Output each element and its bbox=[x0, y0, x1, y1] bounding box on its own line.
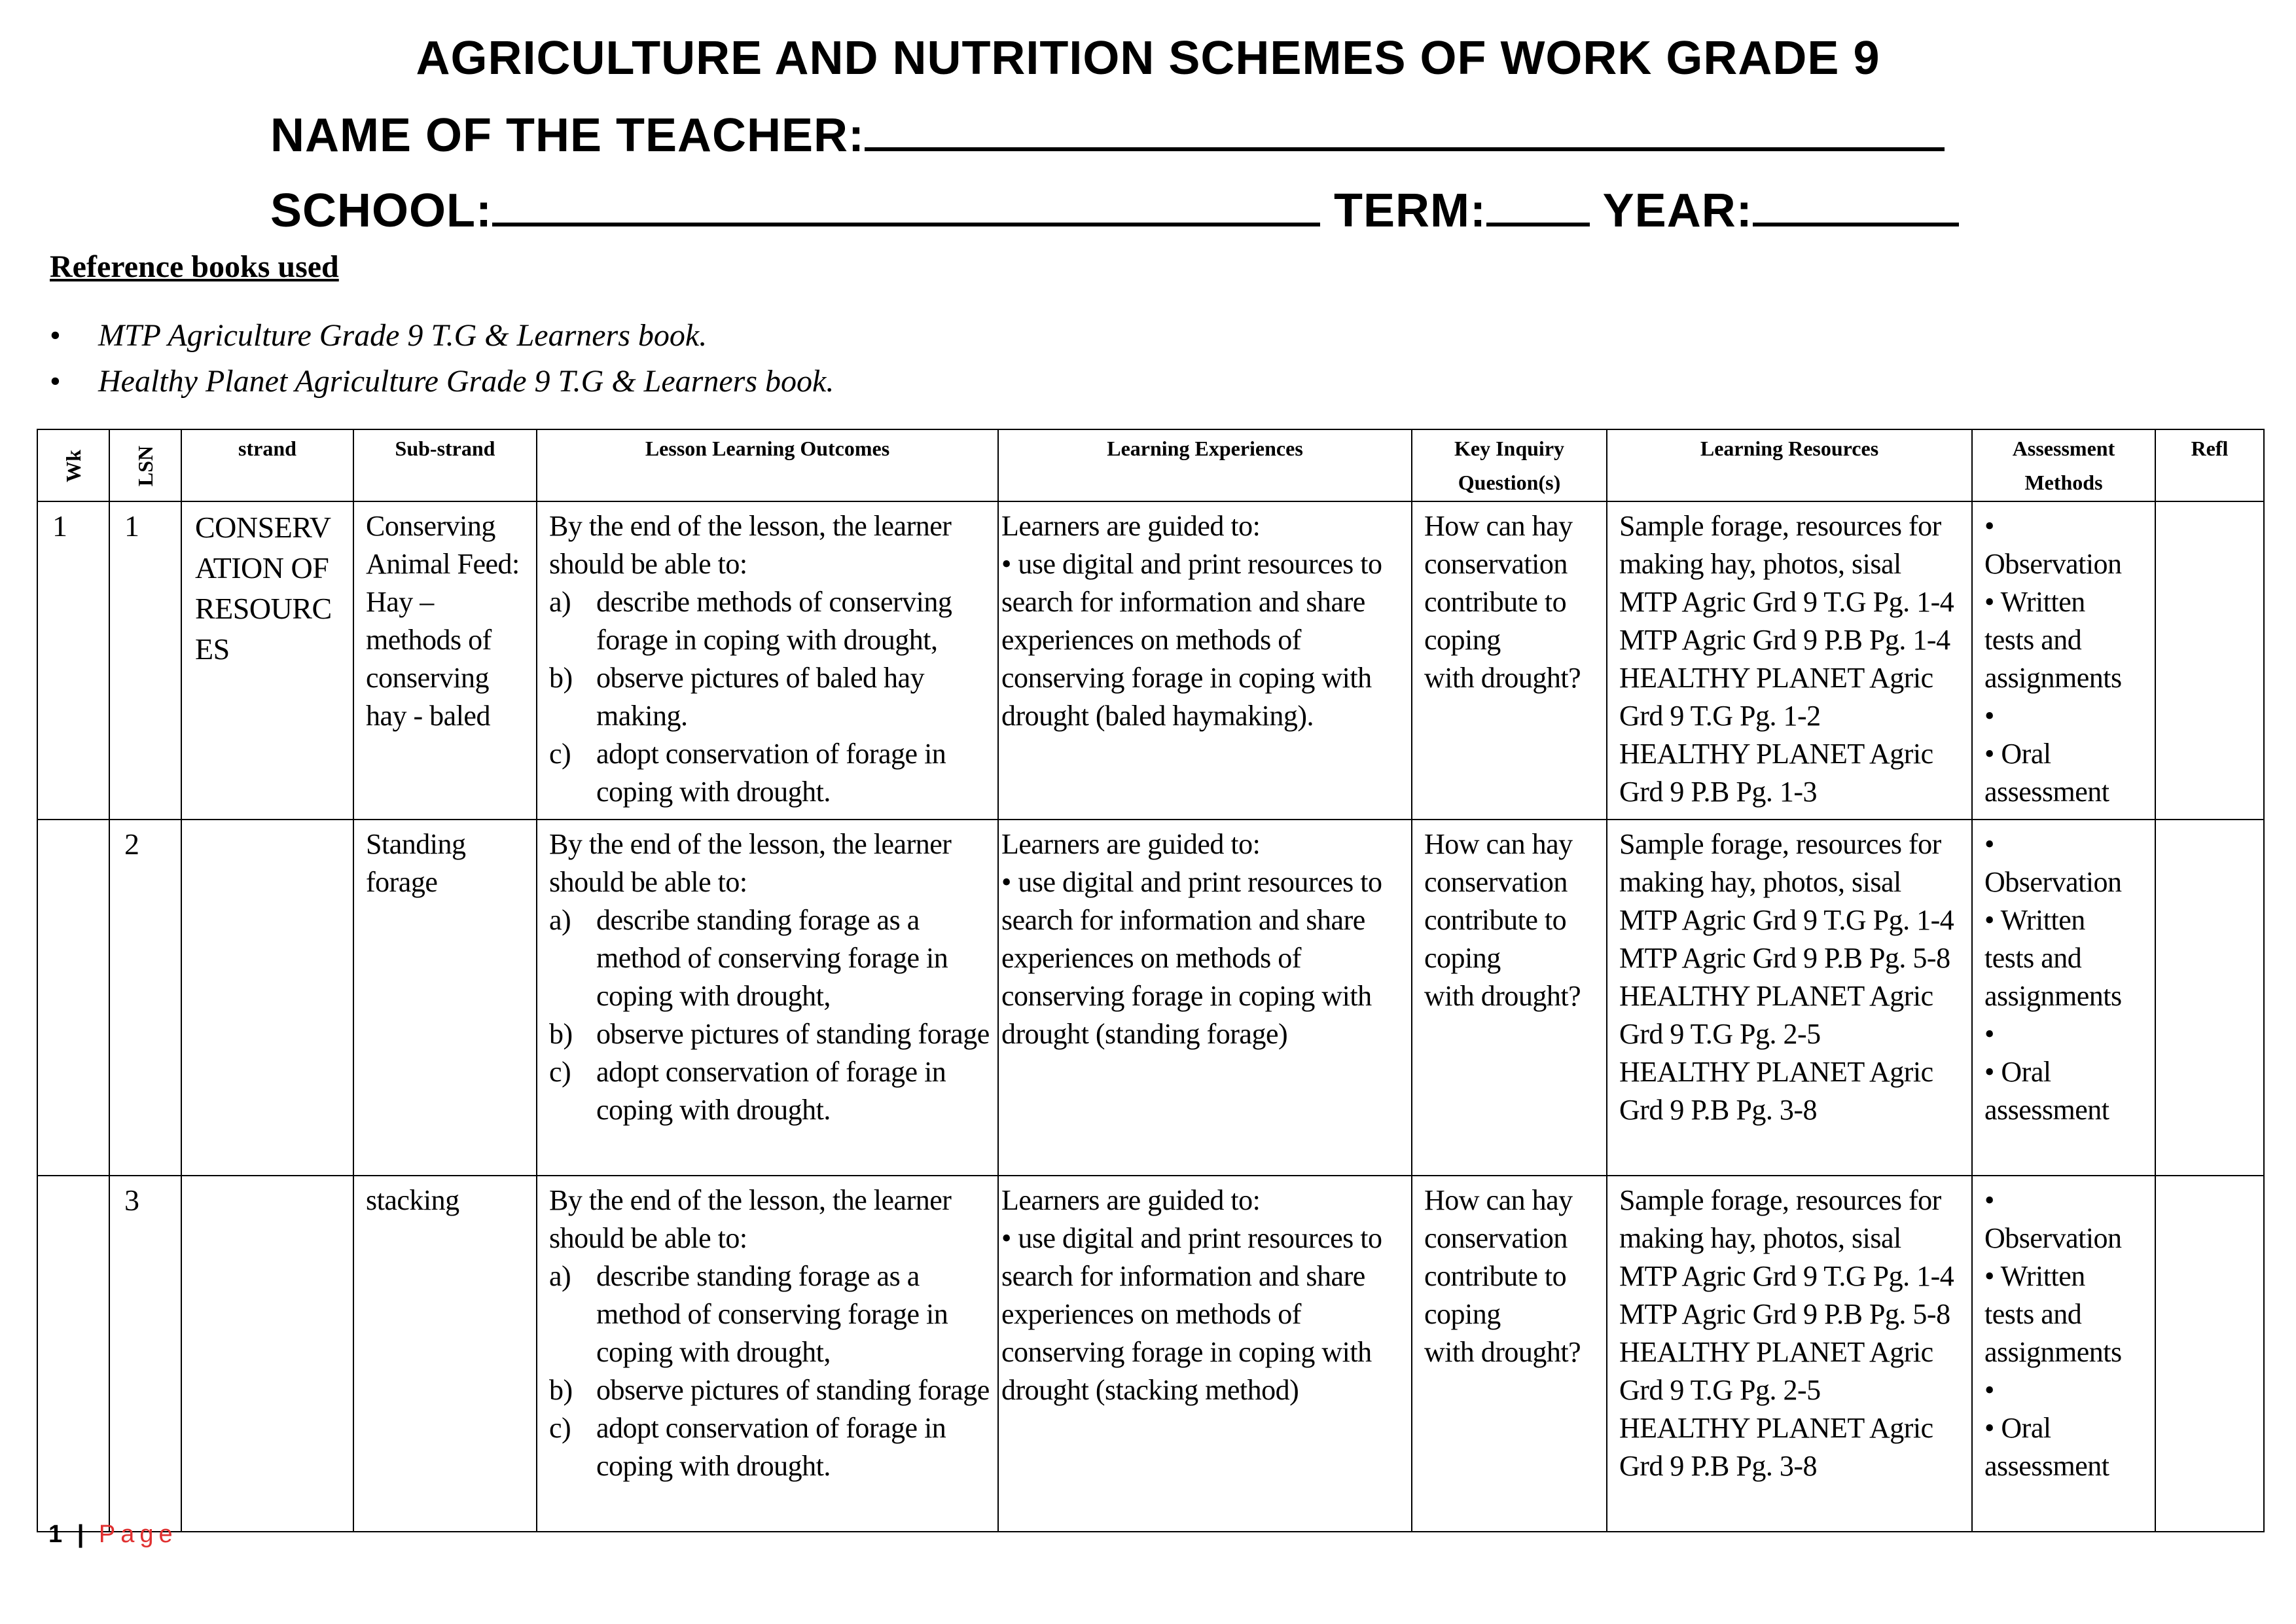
inquiry-line: coping bbox=[1424, 624, 1501, 656]
assessment-line: assignments bbox=[1984, 980, 2122, 1012]
resource-line: Grd 9 P.B Pg. 1-3 bbox=[1619, 776, 1817, 808]
assessment-line: • Written bbox=[1984, 904, 2085, 936]
assessment-line: tests and bbox=[1984, 942, 2082, 974]
assessment-line: • bbox=[1984, 700, 1994, 732]
term-blank[interactable] bbox=[1486, 182, 1590, 226]
outcomes-list bbox=[549, 901, 995, 1129]
outcome-text: adopt conservation of forage in coping with drought. bbox=[596, 738, 946, 808]
assessment-line: • Written bbox=[1984, 586, 2085, 618]
outcomes-list bbox=[549, 583, 995, 811]
sub-strand-line: Animal Feed: bbox=[366, 548, 520, 580]
experience-line: drought (standing forage) bbox=[1001, 1018, 1288, 1050]
inquiry-line: How can hay bbox=[1424, 828, 1573, 860]
header-key-inquiry: Key Inquiry Question(s) bbox=[1412, 429, 1607, 501]
resource-line: Grd 9 T.G Pg. 2-5 bbox=[1619, 1018, 1821, 1050]
week-cell bbox=[37, 820, 109, 1176]
resource-line: HEALTHY PLANET Agric bbox=[1619, 738, 1933, 770]
resource-line: HEALTHY PLANET Agric bbox=[1619, 1412, 1933, 1444]
outcomes-intro-line: should be able to: bbox=[549, 1222, 747, 1254]
sub-strand-line: Hay – bbox=[366, 586, 434, 618]
outcomes-intro-line: By the end of the lesson, the learner bbox=[549, 828, 952, 860]
lesson-cell: 2 bbox=[109, 820, 181, 1176]
experience-line: experiences on methods of bbox=[1001, 1298, 1301, 1330]
sub-strand-line: Conserving bbox=[366, 510, 495, 542]
header-strand: strand bbox=[181, 429, 353, 501]
experience-line: search for information and share bbox=[1001, 904, 1365, 936]
sub-strand-cell bbox=[353, 1176, 537, 1532]
key-inquiry-cell bbox=[1412, 820, 1607, 1176]
experience-line: Learners are guided to: bbox=[1001, 828, 1261, 860]
bullet-icon: • bbox=[50, 318, 61, 353]
sub-strand-line: hay - baled bbox=[366, 700, 490, 732]
experience-line: search for information and share bbox=[1001, 586, 1365, 618]
resource-line: MTP Agric Grd 9 P.B Pg. 5-8 bbox=[1619, 942, 1950, 974]
assessment-line: • bbox=[1984, 510, 1994, 542]
outcome-text: observe pictures of standing forage bbox=[596, 1018, 990, 1050]
experience-line: • use digital and print resources to bbox=[1001, 548, 1382, 580]
learning-outcomes-cell bbox=[537, 501, 998, 820]
resource-line: Sample forage, resources for bbox=[1619, 1184, 1941, 1216]
assessment-line: tests and bbox=[1984, 1298, 2082, 1330]
inquiry-line: conservation bbox=[1424, 548, 1568, 580]
school-blank[interactable] bbox=[492, 182, 1320, 226]
header-reflection: Refl bbox=[2155, 429, 2264, 501]
year-label: YEAR: bbox=[1602, 185, 1753, 237]
outcome-text: adopt conservation of forage in coping with drought. bbox=[596, 1056, 946, 1126]
inquiry-line: contribute to bbox=[1424, 904, 1567, 936]
learning-experiences-cell bbox=[998, 501, 1412, 820]
experience-line: • use digital and print resources to bbox=[1001, 866, 1382, 898]
resource-line: HEALTHY PLANET Agric bbox=[1619, 1336, 1933, 1368]
header-lesson: LSN bbox=[109, 429, 181, 501]
page-number: 1 bbox=[48, 1521, 67, 1548]
bullet-icon: • bbox=[50, 364, 61, 399]
table-row bbox=[37, 1176, 2264, 1532]
header-learning-outcomes: Lesson Learning Outcomes bbox=[537, 429, 998, 501]
learning-outcomes-cell bbox=[537, 1176, 998, 1532]
outcome-marker: c) bbox=[549, 1412, 571, 1444]
outcome-marker: b) bbox=[549, 1374, 573, 1406]
experience-line: • use digital and print resources to bbox=[1001, 1222, 1382, 1254]
outcome-item bbox=[549, 735, 995, 811]
outcome-text: describe standing forage as a method of conserving forage in coping with drought, bbox=[596, 904, 948, 1012]
outcome-marker: b) bbox=[549, 1018, 573, 1050]
header-assessment-methods: Assessment Methods bbox=[1972, 429, 2155, 501]
experience-line: conserving forage in coping with bbox=[1001, 662, 1372, 694]
header-learning-resources: Learning Resources bbox=[1607, 429, 1972, 501]
reference-book-title: Healthy Planet Agriculture Grade 9 T.G & Learners book. bbox=[98, 364, 834, 399]
outcome-text: describe standing forage as a method of conserving forage in coping with drought, bbox=[596, 1260, 948, 1368]
sub-strand-cell bbox=[353, 820, 537, 1176]
learning-outcomes-cell bbox=[537, 820, 998, 1176]
resource-line: Grd 9 T.G Pg. 1-2 bbox=[1619, 700, 1821, 732]
sub-strand-line: conserving bbox=[366, 662, 490, 694]
inquiry-line: contribute to bbox=[1424, 586, 1567, 618]
assessment-line: • bbox=[1984, 1374, 1994, 1406]
outcome-marker: a) bbox=[549, 1260, 571, 1292]
inquiry-line: coping bbox=[1424, 1298, 1501, 1330]
footer-separator: | bbox=[77, 1521, 88, 1548]
key-inquiry-cell bbox=[1412, 1176, 1607, 1532]
outcomes-intro-line: should be able to: bbox=[549, 866, 747, 898]
reference-book-item bbox=[50, 363, 834, 399]
teacher-name-label: NAME OF THE TEACHER: bbox=[270, 109, 865, 162]
reference-books-heading: Reference books used bbox=[50, 249, 339, 284]
outcome-marker: c) bbox=[549, 1056, 571, 1088]
reference-book-title: MTP Agriculture Grade 9 T.G & Learners book. bbox=[98, 318, 708, 353]
scheme-of-work-table bbox=[37, 429, 2265, 1532]
strand-line: CONSERV bbox=[195, 511, 331, 544]
resource-line: Sample forage, resources for bbox=[1619, 510, 1941, 542]
resource-line: HEALTHY PLANET Agric bbox=[1619, 1056, 1933, 1088]
inquiry-line: coping bbox=[1424, 942, 1501, 974]
resource-line: MTP Agric Grd 9 P.B Pg. 1-4 bbox=[1619, 624, 1950, 656]
resource-line: Grd 9 T.G Pg. 2-5 bbox=[1619, 1374, 1821, 1406]
outcomes-intro-line: By the end of the lesson, the learner bbox=[549, 510, 952, 542]
table-row bbox=[37, 501, 2264, 820]
assessment-line: • Oral bbox=[1984, 1056, 2051, 1088]
sub-strand-line: methods of bbox=[366, 624, 492, 656]
outcome-marker: c) bbox=[549, 738, 571, 770]
reflection-cell bbox=[2155, 1176, 2264, 1532]
strand-line: ATION OF bbox=[195, 551, 329, 585]
assessment-line: assessment bbox=[1984, 1450, 2109, 1482]
experience-line: Learners are guided to: bbox=[1001, 1184, 1261, 1216]
assessment-line: • bbox=[1984, 1184, 1994, 1216]
outcomes-list bbox=[549, 1257, 995, 1485]
outcome-item bbox=[549, 583, 995, 659]
outcome-text: describe methods of conserving forage in coping with drought, bbox=[596, 586, 952, 656]
assessment-line: assignments bbox=[1984, 662, 2122, 694]
assessment-line: assessment bbox=[1984, 776, 2109, 808]
outcome-item bbox=[549, 1409, 995, 1485]
resource-line: MTP Agric Grd 9 T.G Pg. 1-4 bbox=[1619, 904, 1954, 936]
resource-line: Grd 9 P.B Pg. 3-8 bbox=[1619, 1450, 1817, 1482]
resource-line: Grd 9 P.B Pg. 3-8 bbox=[1619, 1094, 1817, 1126]
sub-strand-line: forage bbox=[366, 866, 438, 898]
header-sub-strand: Sub-strand bbox=[353, 429, 537, 501]
sub-strand-cell bbox=[353, 501, 537, 820]
school-label: SCHOOL: bbox=[270, 185, 492, 237]
outcome-item bbox=[549, 1257, 995, 1371]
header-week: Wk bbox=[37, 429, 109, 501]
outcome-text: observe pictures of baled hay making. bbox=[596, 662, 925, 732]
resource-line: making hay, photos, sisal bbox=[1619, 1222, 1901, 1254]
table-row bbox=[37, 820, 2264, 1176]
strand-cell bbox=[181, 501, 353, 820]
outcome-item bbox=[549, 1053, 995, 1129]
experience-line: conserving forage in coping with bbox=[1001, 1336, 1372, 1368]
reflection-cell bbox=[2155, 820, 2264, 1176]
assessment-line: Observation bbox=[1984, 866, 2122, 898]
assessment-line: • Written bbox=[1984, 1260, 2085, 1292]
inquiry-line: with drought? bbox=[1424, 662, 1581, 694]
outcomes-intro-line: should be able to: bbox=[549, 548, 747, 580]
learning-resources-cell bbox=[1607, 1176, 1972, 1532]
assessment-methods-cell bbox=[1972, 501, 2155, 820]
experience-line: Learners are guided to: bbox=[1001, 510, 1261, 542]
learning-resources-cell bbox=[1607, 820, 1972, 1176]
page-footer bbox=[48, 1521, 178, 1549]
experience-line: conserving forage in coping with bbox=[1001, 980, 1372, 1012]
assessment-line: • Oral bbox=[1984, 1412, 2051, 1444]
resource-line: MTP Agric Grd 9 T.G Pg. 1-4 bbox=[1619, 586, 1954, 618]
resource-line: HEALTHY PLANET Agric bbox=[1619, 980, 1933, 1012]
key-inquiry-cell bbox=[1412, 501, 1607, 820]
strand-cell bbox=[181, 820, 353, 1176]
resource-line: making hay, photos, sisal bbox=[1619, 548, 1901, 580]
experience-line: experiences on methods of bbox=[1001, 942, 1301, 974]
outcome-item bbox=[549, 1371, 995, 1409]
reflection-cell bbox=[2155, 501, 2264, 820]
learning-experiences-cell bbox=[998, 820, 1412, 1176]
assessment-line: • Oral bbox=[1984, 738, 2051, 770]
inquiry-line: with drought? bbox=[1424, 1336, 1581, 1368]
page-label: Page bbox=[98, 1521, 178, 1548]
assessment-line: assessment bbox=[1984, 1094, 2109, 1126]
assessment-line: Observation bbox=[1984, 548, 2122, 580]
outcome-text: observe pictures of standing forage bbox=[596, 1374, 990, 1406]
outcome-text: adopt conservation of forage in coping with drought. bbox=[596, 1412, 946, 1482]
outcomes-intro-line: By the end of the lesson, the learner bbox=[549, 1184, 952, 1216]
assessment-line: • bbox=[1984, 1018, 1994, 1050]
lesson-cell: 3 bbox=[109, 1176, 181, 1532]
inquiry-line: How can hay bbox=[1424, 1184, 1573, 1216]
assessment-methods-cell bbox=[1972, 1176, 2155, 1532]
resource-line: HEALTHY PLANET Agric bbox=[1619, 662, 1933, 694]
teacher-name-line bbox=[270, 107, 1945, 162]
reference-book-item bbox=[50, 317, 707, 353]
lesson-cell: 1 bbox=[109, 501, 181, 820]
experience-line: search for information and share bbox=[1001, 1260, 1365, 1292]
resource-line: making hay, photos, sisal bbox=[1619, 866, 1901, 898]
teacher-name-blank[interactable] bbox=[865, 107, 1945, 151]
strand-cell bbox=[181, 1176, 353, 1532]
inquiry-line: How can hay bbox=[1424, 510, 1573, 542]
resource-line: MTP Agric Grd 9 T.G Pg. 1-4 bbox=[1619, 1260, 1954, 1292]
assessment-line: • bbox=[1984, 828, 1994, 860]
inquiry-line: with drought? bbox=[1424, 980, 1581, 1012]
strand-line: RESOURC bbox=[195, 592, 332, 625]
learning-resources-cell bbox=[1607, 501, 1972, 820]
sub-strand-line: stacking bbox=[366, 1184, 459, 1216]
assessment-line: tests and bbox=[1984, 624, 2082, 656]
assessment-line: assignments bbox=[1984, 1336, 2122, 1368]
outcome-item bbox=[549, 659, 995, 735]
week-cell: 1 bbox=[37, 501, 109, 820]
outcome-item bbox=[549, 1015, 995, 1053]
inquiry-line: contribute to bbox=[1424, 1260, 1567, 1292]
inquiry-line: conservation bbox=[1424, 1222, 1568, 1254]
term-label: TERM: bbox=[1334, 185, 1486, 237]
week-cell bbox=[37, 1176, 109, 1532]
sub-strand-line: Standing bbox=[366, 828, 466, 860]
header-learning-experiences: Learning Experiences bbox=[998, 429, 1412, 501]
experience-line: drought (baled haymaking). bbox=[1001, 700, 1314, 732]
table-header-row bbox=[37, 429, 2264, 501]
outcome-item bbox=[549, 901, 995, 1015]
resource-line: MTP Agric Grd 9 P.B Pg. 5-8 bbox=[1619, 1298, 1950, 1330]
outcome-marker: a) bbox=[549, 586, 571, 618]
assessment-methods-cell bbox=[1972, 820, 2155, 1176]
resource-line: Sample forage, resources for bbox=[1619, 828, 1941, 860]
assessment-line: Observation bbox=[1984, 1222, 2122, 1254]
school-term-year-line bbox=[270, 182, 1959, 238]
strand-line: ES bbox=[195, 632, 230, 666]
outcome-marker: b) bbox=[549, 662, 573, 694]
experience-line: experiences on methods of bbox=[1001, 624, 1301, 656]
learning-experiences-cell bbox=[998, 1176, 1412, 1532]
document-title: AGRICULTURE AND NUTRITION SCHEMES OF WORK GRADE 9 bbox=[416, 32, 1880, 84]
inquiry-line: conservation bbox=[1424, 866, 1568, 898]
year-blank[interactable] bbox=[1753, 182, 1959, 226]
experience-line: drought (stacking method) bbox=[1001, 1374, 1299, 1406]
outcome-marker: a) bbox=[549, 904, 571, 936]
